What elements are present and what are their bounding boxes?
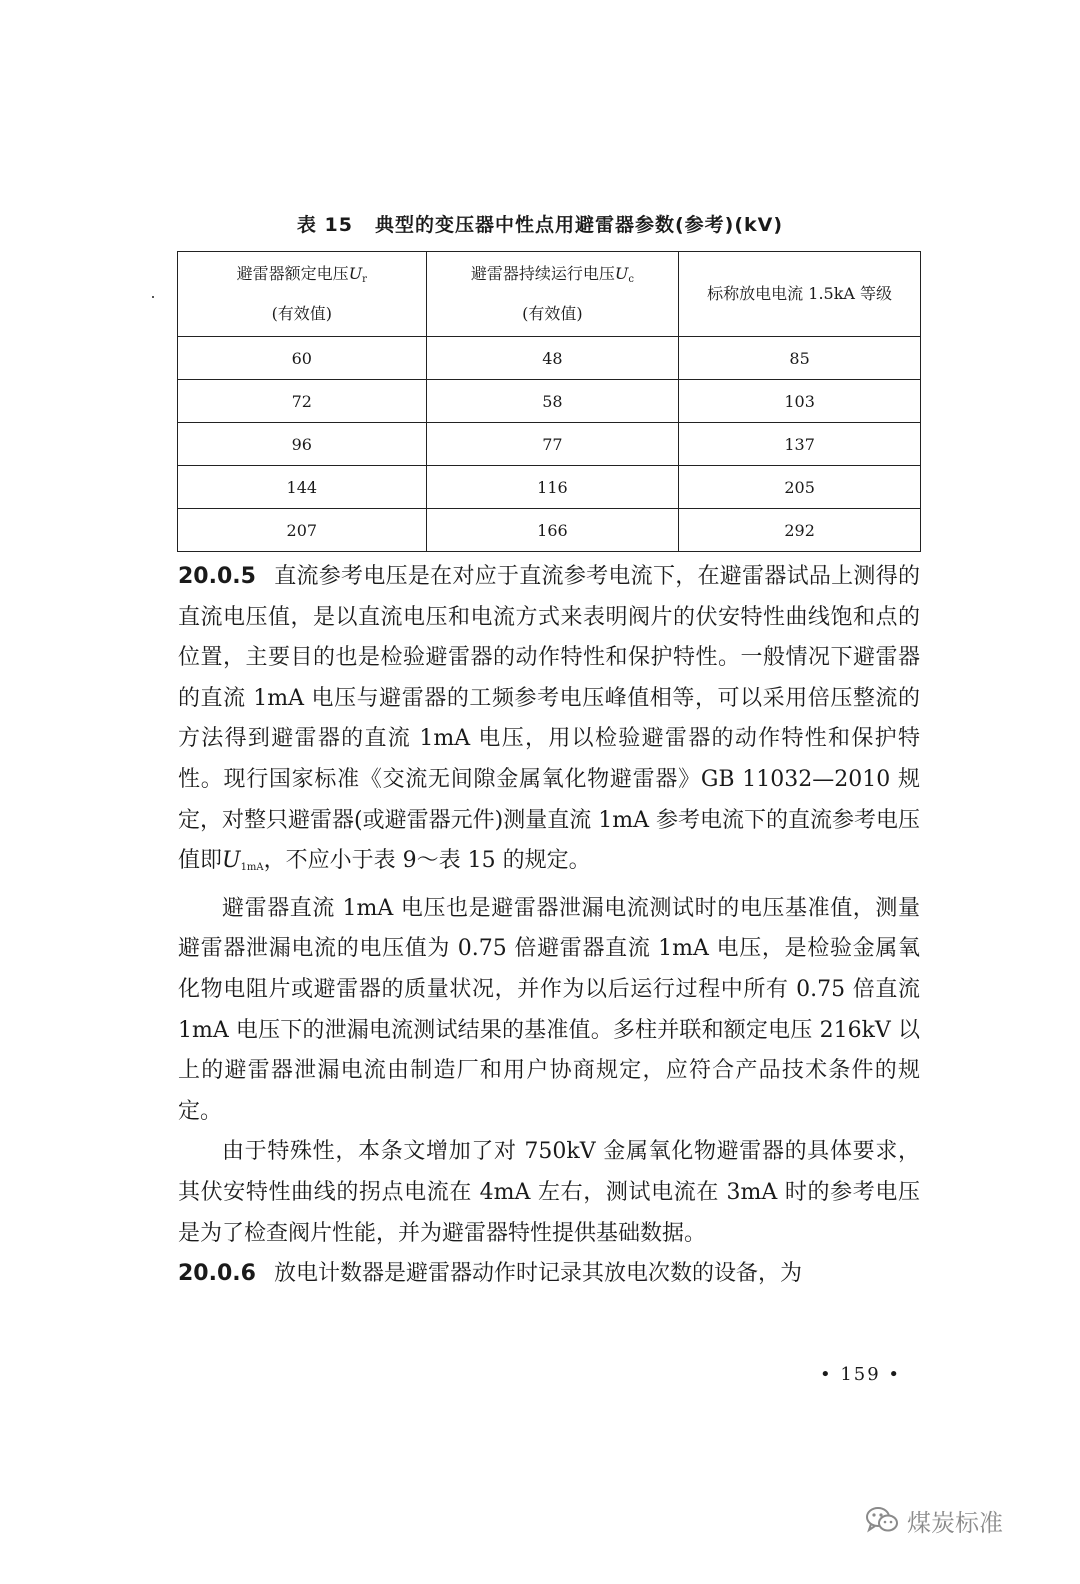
clause-20-0-5-paragraph: 20.0.5 直流参考电压是在对应于直流参考电流下，在避雷器试品上测得的直流电压值，是以直流电压和电流方式来表明阀片的伏安特性曲线饱和点的位置，主要目的也是检验避雷器的动作特性和保护特性。一般情况下避雷器的直流 1mA 电压与避雷器的工频参考电压峰值相等，可以采用倍压整流的方法得到避雷器的直流 1mA 电压，用以检验避雷器的动作特性和保护特性。现行国家标准《交流无间隙金属氧化物避雷器》GB 11032—2010 规定，对整只避雷器(或避雷器元件)测量直流 1mA 参考电流下的直流参考电压值即$U_{1mA}$，不应小于表 9～表 15 的规定。 bbox=[178, 564, 920, 874]
symbol-u: U bbox=[222, 848, 241, 874]
table-cell: 144 bbox=[178, 466, 427, 509]
header-discharge-current-class: 标称放电电流 1.5kA 等级 bbox=[679, 252, 921, 337]
table-cell: 103 bbox=[679, 380, 921, 423]
header-continuous-voltage: 避雷器持续运行电压$U_c$ (有效值) bbox=[426, 252, 679, 337]
table-cell: 48 bbox=[426, 337, 679, 380]
watermark-text: 煤炭标准 bbox=[907, 1508, 1003, 1537]
table-row bbox=[178, 466, 921, 509]
table-row bbox=[178, 423, 921, 466]
symbol-u: U bbox=[348, 264, 363, 283]
arrester-parameter-table bbox=[177, 251, 921, 552]
table-row bbox=[178, 509, 921, 552]
scan-speck bbox=[152, 296, 154, 298]
table-row bbox=[178, 337, 921, 380]
paragraph-750kv-requirements: 由于特殊性，本条文增加了对 750kV 金属氧化物避雷器的具体要求，其伏安特性曲线的拐点电流在 4mA 左右，测试电流在 3mA 时的参考电压是为了检查阀片性能，并为避雷器特性提供基础数据。 bbox=[178, 1139, 920, 1246]
table-cell: 137 bbox=[679, 423, 921, 466]
subscript-c: c bbox=[628, 274, 634, 285]
table-cell: 58 bbox=[426, 380, 679, 423]
subscript-r: r bbox=[362, 274, 367, 285]
clause-number: 20.0.5 bbox=[178, 564, 256, 589]
table-number: 表 15 bbox=[296, 214, 353, 236]
subscript-1ma: 1mA bbox=[240, 862, 264, 874]
table-cell: 85 bbox=[679, 337, 921, 380]
table-cell: 166 bbox=[426, 509, 679, 552]
table-header-row bbox=[178, 252, 921, 337]
watermark bbox=[865, 1500, 1003, 1540]
clause-number: 20.0.6 bbox=[178, 1261, 256, 1287]
table-cell: 60 bbox=[178, 337, 427, 380]
table-cell: 207 bbox=[178, 509, 427, 552]
wechat-icon bbox=[865, 1505, 899, 1535]
paragraph-leakage-current: 避雷器直流 1mA 电压也是避雷器泄漏电流测试时的电压基准值，测量避雷器泄漏电流的电压值为 0.75 倍避雷器直流 1mA 电压，是检验金属氧化物电阻片或避雷器的质量状况，并作为以后运行过程中所有 0.75 倍直流 1mA 电压下的泄漏电流测试结果的基准值。多柱并联和额定电压 216kV 以上的避雷器泄漏电流由制造厂和用户协商规定，应符合产品技术条件的规定。 bbox=[178, 895, 920, 1124]
table-cell: 205 bbox=[679, 466, 921, 509]
symbol-u: U bbox=[614, 264, 629, 283]
table-row bbox=[178, 380, 921, 423]
table-caption bbox=[0, 210, 1080, 237]
table-cell: 72 bbox=[178, 380, 427, 423]
header-rated-voltage: 避雷器额定电压$U_r$ (有效值) bbox=[178, 252, 427, 337]
page-number: • 159 • bbox=[820, 1364, 902, 1385]
body-text bbox=[178, 557, 920, 1295]
table-cell: 96 bbox=[178, 423, 427, 466]
table-cell: 116 bbox=[426, 466, 679, 509]
table-cell: 292 bbox=[679, 509, 921, 552]
table-cell: 77 bbox=[426, 423, 679, 466]
clause-20-0-6-paragraph: 20.0.6 放电计数器是避雷器动作时记录其放电次数的设备，为 bbox=[178, 1261, 802, 1287]
table-title: 典型的变压器中性点用避雷器参数(参考)(kV) bbox=[374, 214, 784, 236]
